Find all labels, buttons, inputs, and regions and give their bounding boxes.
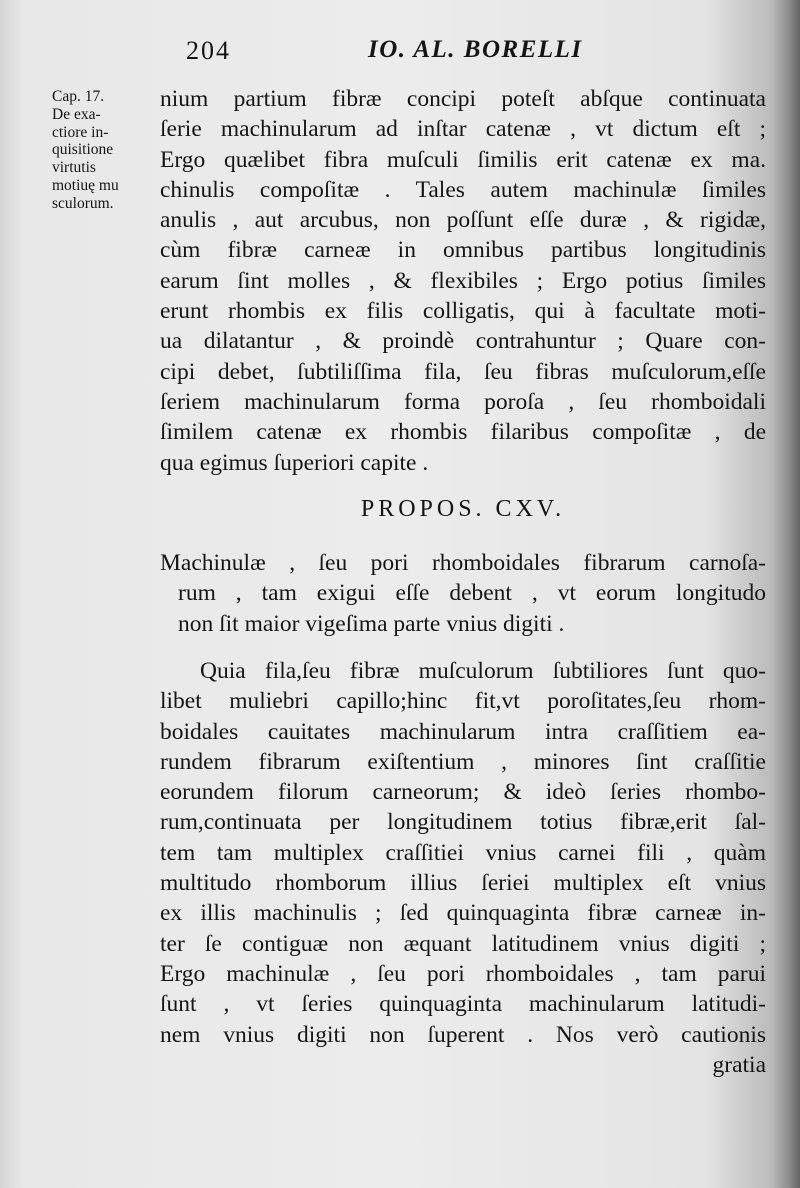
margin-note-line: sculorum. <box>52 194 114 212</box>
text-line: Ergo machinulæ , ſeu pori rhomboidales , tam parui <box>160 960 766 987</box>
margin-note-line: motiuę mu <box>52 176 119 194</box>
page-number: 204 <box>186 36 231 65</box>
text-line: chinulis compoſitæ . Tales autem machinulæ ſimiles <box>160 176 766 203</box>
text-line: ſunt , vt ſeries quinquaginta machinularum latitudi- <box>160 991 766 1018</box>
text-line: earum ſint molles , & flexibiles ; Ergo potius ſimiles <box>160 267 766 294</box>
margin-note-line: virtutis <box>52 159 96 177</box>
text-line: nem vnius digiti non ſuperent . Nos verò cautionis <box>160 1021 766 1048</box>
text-line: ſerie machinularum ad inſtar catenæ , vt dictum eſt ; <box>160 116 766 143</box>
text-line: Quia fila,ſeu fibræ muſculorum ſubtiliores ſunt quo- <box>200 658 766 684</box>
text-line: ex illis machinulis ; ſed quinquaginta fibræ carneæ in- <box>160 900 766 927</box>
text-line: ſimilem catenæ ex rhombis filaribus compoſitæ , de <box>160 419 766 446</box>
text-line: nium partium fibræ concipi poteſt abſque continuata <box>160 86 766 112</box>
text-line: ſeriem machinularum forma poroſa , ſeu rhomboidali <box>160 388 766 415</box>
proposition-heading: PROPOS. CXV. <box>360 496 566 522</box>
page-header <box>180 36 620 72</box>
text-line: qua egimus ſuperiori capite . <box>160 449 429 476</box>
text-line: libet muliebri capillo;hinc fit,vt poroſitates,ſeu rhom- <box>160 688 766 715</box>
paragraph-3 <box>160 656 766 1080</box>
running-head: IO. AL. BORELLI <box>368 36 583 63</box>
text-line: multitudo rhomborum illius ſeriei multiplex eſt vnius <box>160 870 766 897</box>
text-line: ua dilatantur , & proindè contrahuntur ; Quare con- <box>160 328 766 355</box>
text-line: eorundem filorum carneorum; & ideò ſeries rhombo- <box>160 779 766 806</box>
text-line: anulis , aut arcubus, non poſſunt eſſe duræ , & rigidæ, <box>160 207 766 234</box>
text-line: Ergo quælibet fibra muſculi ſimilis erit catenæ ex ma. <box>160 146 766 173</box>
catchword: gratia <box>712 1051 766 1078</box>
text-line: rum,continuata per longitudinem totius fibræ,erit ſal- <box>160 809 766 836</box>
margin-note-line: De exa- <box>52 105 101 123</box>
text-line: cipi debet, ſubtiliſſima fila, ſeu fibras muſculorum,eſſe <box>160 358 766 385</box>
margin-note-line: quisitione <box>52 141 114 159</box>
paragraph-1 <box>160 84 766 478</box>
text-line: non ſit maior vigeſima parte vnius digiti . <box>178 610 565 637</box>
margin-note <box>52 88 156 213</box>
text-line: Machinulæ , ſeu pori rhomboidales fibrarum carnoſa- <box>160 550 766 576</box>
text-line: ter ſe contiguæ non æquant latitudinem vnius digiti ; <box>160 930 766 957</box>
margin-note-line: ctiore in- <box>52 123 109 141</box>
margin-note-line: Cap. 17. <box>52 88 105 105</box>
proposition-statement <box>160 548 766 639</box>
text-line: erunt rhombis ex filis colligatis, qui à facultate moti- <box>160 298 766 325</box>
text-line: cùm fibræ carneæ in omnibus partibus longitudinis <box>160 237 766 264</box>
text-line: tem tam multiplex craſſitiei vnius carnei fili , quàm <box>160 839 766 866</box>
text-line: boidales cauitates machinularum intra craſſitiem ea- <box>160 718 766 745</box>
text-line: rum , tam exigui eſſe debent , vt eorum longitudo <box>178 580 766 607</box>
text-line: rundem fibrarum exiſtentium , minores ſint craſſitie <box>160 748 766 775</box>
